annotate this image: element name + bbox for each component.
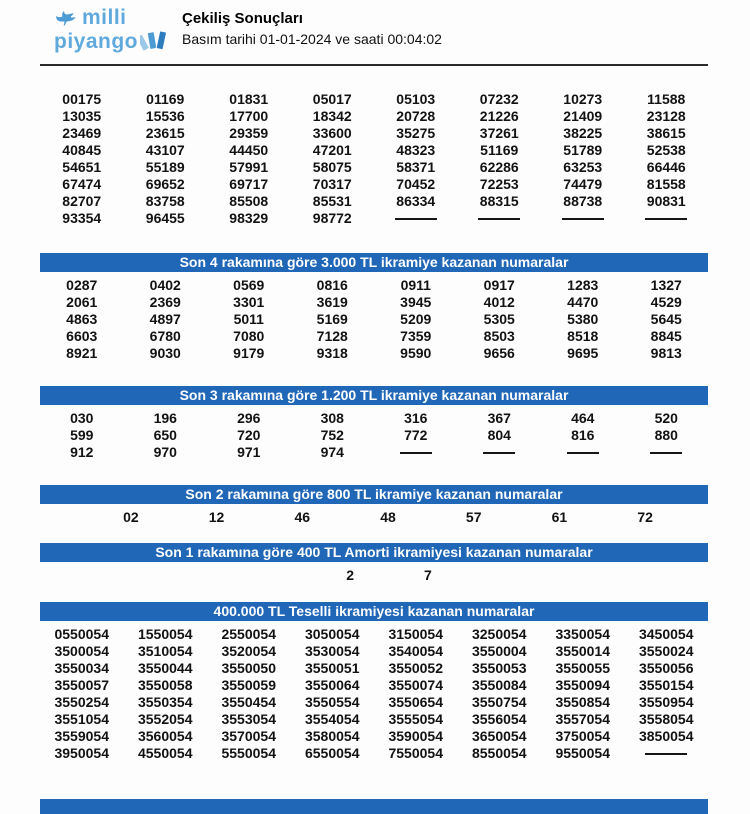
empty-dash — [541, 210, 625, 226]
winning-number: 3250054 — [471, 625, 527, 642]
number-row — [40, 659, 708, 676]
number-row — [40, 327, 708, 344]
winning-number: 00175 — [62, 90, 102, 107]
winning-number: 3550044 — [137, 659, 193, 676]
prize-section-son4 — [40, 253, 708, 361]
winning-number: 37261 — [479, 124, 519, 141]
winning-number: 971 — [237, 443, 261, 460]
section-header: Son 4 rakamına göre 3.000 TL ikramiye kazanan numaralar — [40, 253, 708, 272]
cutoff-next-section-bar — [40, 799, 708, 814]
dove-icon — [54, 8, 80, 35]
winning-number: 0569 — [233, 276, 265, 293]
winning-number: 15536 — [145, 107, 185, 124]
winning-number: 3550354 — [137, 693, 193, 710]
winning-number: 2550054 — [221, 625, 276, 642]
winning-number: 4529 — [650, 293, 682, 310]
winning-number: 07232 — [479, 90, 519, 107]
winning-number: 70317 — [312, 175, 352, 192]
winning-number: 61 — [551, 508, 568, 525]
winning-number: 3550052 — [388, 659, 443, 676]
winning-number: 970 — [153, 443, 177, 460]
winning-number: 3557054 — [555, 710, 610, 727]
winning-number: 05103 — [396, 90, 436, 107]
winning-number: 96455 — [145, 209, 185, 226]
winning-number: 72 — [637, 508, 653, 525]
winning-number: 3550154 — [638, 676, 694, 693]
logo-word-piyango: piyango — [54, 30, 139, 53]
winning-number: 3550094 — [555, 676, 610, 693]
number-row — [40, 344, 708, 361]
winning-number: 18342 — [312, 107, 352, 124]
number-row — [40, 141, 708, 158]
winning-number: 38615 — [646, 124, 686, 141]
winning-number: 48 — [380, 508, 396, 525]
winning-number: 7 — [424, 566, 432, 583]
winning-number: 20728 — [396, 107, 436, 124]
winning-number: 05017 — [312, 90, 352, 107]
number-row — [40, 508, 708, 525]
winning-number: 3550064 — [304, 676, 360, 693]
winning-number: 3555054 — [388, 710, 443, 727]
winning-number: 29359 — [229, 124, 269, 141]
milli-piyango-logo — [52, 8, 170, 62]
winning-number: 316 — [404, 409, 428, 426]
winning-number: 599 — [70, 426, 94, 443]
winning-number: 8845 — [650, 327, 682, 344]
winning-number: 3558054 — [638, 710, 694, 727]
winning-number: 3550059 — [221, 676, 276, 693]
winning-number: 3510054 — [137, 642, 193, 659]
winning-number: 752 — [320, 426, 344, 443]
winning-number: 5380 — [567, 310, 599, 327]
winning-number: 02 — [123, 508, 139, 525]
winning-number: 8921 — [66, 344, 98, 361]
winning-number: 66446 — [646, 158, 686, 175]
winning-number: 3580054 — [304, 727, 360, 744]
winning-number: 3550954 — [638, 693, 694, 710]
winning-number: 0816 — [316, 276, 348, 293]
winning-number: 21226 — [479, 107, 519, 124]
number-row — [40, 642, 708, 659]
prize-section-son1 — [40, 543, 708, 583]
winning-number: 01831 — [229, 90, 269, 107]
print-date-line: Basım tarihi 01-01-2024 ve saati 00:04:02 — [182, 31, 442, 47]
winning-number: 3554054 — [304, 710, 360, 727]
winning-number: 51789 — [563, 141, 603, 158]
number-row — [40, 276, 708, 293]
winning-number: 520 — [654, 409, 678, 426]
winning-number: 3619 — [316, 293, 348, 310]
winning-number: 367 — [487, 409, 511, 426]
winning-number: 70452 — [396, 175, 436, 192]
winning-number: 7359 — [400, 327, 432, 344]
winning-number: 3450054 — [638, 625, 694, 642]
winning-number: 69717 — [229, 175, 269, 192]
winning-number: 196 — [153, 409, 177, 426]
winning-number: 21409 — [563, 107, 603, 124]
empty-dash — [625, 444, 709, 460]
number-row — [40, 124, 708, 141]
winning-number: 804 — [487, 426, 511, 443]
winning-number: 3350054 — [555, 625, 610, 642]
winning-number: 3550024 — [638, 642, 694, 659]
winning-number: 6550054 — [304, 744, 360, 761]
winning-number: 63253 — [563, 158, 603, 175]
winning-number: 880 — [654, 426, 678, 443]
winning-number: 650 — [153, 426, 177, 443]
winning-number: 88315 — [479, 192, 519, 209]
winning-number: 55189 — [145, 158, 185, 175]
winning-number: 5011 — [233, 310, 264, 327]
winning-number: 3500054 — [54, 642, 109, 659]
winning-number: 17700 — [229, 107, 269, 124]
winning-number: 3650054 — [471, 727, 527, 744]
page-header — [52, 8, 442, 62]
winning-number: 0402 — [149, 276, 181, 293]
winning-number: 10273 — [563, 90, 603, 107]
winning-number: 3552054 — [137, 710, 193, 727]
winning-number: 3540054 — [388, 642, 443, 659]
winning-number: 464 — [571, 409, 595, 426]
winning-number: 5645 — [650, 310, 682, 327]
page-title: Çekiliş Sonuçları — [182, 10, 303, 27]
winning-number: 912 — [70, 443, 94, 460]
winning-number: 3520054 — [221, 642, 276, 659]
winning-number: 5169 — [316, 310, 348, 327]
winning-number: 54651 — [62, 158, 102, 175]
winning-number: 1327 — [650, 276, 682, 293]
winning-number: 69652 — [145, 175, 185, 192]
winning-number: 8550054 — [471, 744, 527, 761]
winning-number: 12 — [208, 508, 225, 525]
winning-number: 030 — [70, 409, 94, 426]
winning-number: 9179 — [233, 344, 265, 361]
winning-number: 3550754 — [471, 693, 527, 710]
empty-dash — [458, 444, 542, 460]
winning-number: 3550051 — [304, 659, 360, 676]
winning-number: 57991 — [229, 158, 269, 175]
winning-number: 0911 — [400, 276, 431, 293]
ticket-fan-icon — [140, 28, 168, 56]
prize-section-son2 — [40, 485, 708, 525]
number-row — [40, 158, 708, 175]
winning-number: 93354 — [62, 209, 102, 226]
winning-number: 3550854 — [555, 693, 610, 710]
winning-number: 2061 — [66, 293, 98, 310]
winning-number: 3550056 — [638, 659, 694, 676]
number-row — [40, 90, 708, 107]
winning-number: 85508 — [229, 192, 269, 209]
winning-number: 3301 — [233, 293, 265, 310]
winning-number: 58075 — [312, 158, 352, 175]
winning-number: 3530054 — [304, 642, 360, 659]
section-header: 400.000 TL Teselli ikramiyesi kazanan numaralar — [40, 602, 708, 621]
winning-number: 4863 — [66, 310, 98, 327]
winning-number: 816 — [571, 426, 595, 443]
winning-number: 0917 — [483, 276, 515, 293]
number-row — [40, 566, 708, 583]
number-row — [40, 426, 708, 443]
winning-number: 3550034 — [54, 659, 109, 676]
winning-number: 3750054 — [555, 727, 610, 744]
number-row — [40, 175, 708, 192]
winning-number: 9813 — [650, 344, 682, 361]
winning-number: 90831 — [646, 192, 686, 209]
winning-number: 3850054 — [638, 727, 694, 744]
winning-number: 3590054 — [388, 727, 443, 744]
winning-number: 86334 — [396, 192, 436, 209]
number-row — [40, 293, 708, 310]
winning-number: 3550084 — [471, 676, 527, 693]
number-row — [40, 310, 708, 327]
winning-number: 3550014 — [555, 642, 610, 659]
number-row — [40, 744, 708, 761]
winning-number: 3551054 — [54, 710, 109, 727]
winning-number: 98772 — [312, 209, 352, 226]
number-row — [40, 107, 708, 124]
winning-number: 3945 — [400, 293, 432, 310]
number-row — [40, 727, 708, 744]
winning-number: 62286 — [479, 158, 519, 175]
winning-number: 11588 — [647, 90, 686, 107]
winning-number: 13035 — [62, 107, 102, 124]
empty-dash — [374, 444, 458, 460]
winning-number: 9030 — [149, 344, 181, 361]
winning-number: 48323 — [396, 141, 436, 158]
winning-number: 7128 — [316, 327, 348, 344]
winning-number: 9656 — [483, 344, 515, 361]
winning-number: 3570054 — [221, 727, 276, 744]
winning-number: 23128 — [646, 107, 686, 124]
number-row — [40, 409, 708, 426]
winning-number: 3550004 — [471, 642, 527, 659]
winning-number: 8518 — [567, 327, 599, 344]
number-row — [40, 693, 708, 710]
empty-dash — [541, 444, 625, 460]
winning-number: 9550054 — [555, 744, 610, 761]
winning-number: 5305 — [483, 310, 515, 327]
winning-number: 38225 — [563, 124, 603, 141]
winning-number: 85531 — [312, 192, 352, 209]
winning-number: 6603 — [66, 327, 98, 344]
winning-number: 7550054 — [388, 744, 443, 761]
winning-number: 82707 — [62, 192, 102, 209]
winning-number: 4897 — [149, 310, 181, 327]
winning-number: 3550074 — [388, 676, 443, 693]
winning-number: 40845 — [62, 141, 102, 158]
winning-number: 3560054 — [137, 727, 193, 744]
winning-number: 3550654 — [388, 693, 443, 710]
winning-number: 01169 — [146, 90, 185, 107]
winning-number: 51169 — [480, 141, 519, 158]
winning-number: 52538 — [646, 141, 686, 158]
number-row — [40, 625, 708, 642]
winning-number: 4550054 — [137, 744, 193, 761]
winning-number: 67474 — [62, 175, 102, 192]
winning-number: 974 — [320, 443, 344, 460]
winning-number: 3559054 — [54, 727, 109, 744]
winning-number: 3550454 — [221, 693, 276, 710]
winning-number: 74479 — [563, 175, 603, 192]
results-table — [40, 84, 708, 761]
winning-number: 3550554 — [304, 693, 360, 710]
prize-section-son3 — [40, 386, 708, 460]
winning-number: 81558 — [646, 175, 686, 192]
winning-number: 0287 — [66, 276, 98, 293]
winning-number: 5209 — [400, 310, 432, 327]
logo-word-milli: milli — [82, 6, 127, 29]
winning-number: 7080 — [233, 327, 265, 344]
winning-number: 8503 — [483, 327, 515, 344]
number-row — [40, 209, 708, 226]
winning-number: 47201 — [312, 141, 352, 158]
winning-number: 720 — [237, 426, 261, 443]
winning-number: 3550057 — [54, 676, 109, 693]
winning-number: 5550054 — [221, 744, 276, 761]
winning-number: 6780 — [149, 327, 181, 344]
winning-number: 9590 — [400, 344, 432, 361]
winning-number: 3553054 — [221, 710, 276, 727]
winning-number: 3550254 — [54, 693, 109, 710]
winning-number: 4012 — [483, 293, 515, 310]
winning-number: 23469 — [62, 124, 102, 141]
winning-number: 44450 — [229, 141, 269, 158]
winning-number: 88738 — [563, 192, 603, 209]
report-heading — [182, 8, 442, 47]
winning-number: 3556054 — [471, 710, 527, 727]
winning-number: 1283 — [567, 276, 599, 293]
winning-number: 3550053 — [471, 659, 527, 676]
winning-number: 0550054 — [54, 625, 109, 642]
number-row — [40, 710, 708, 727]
section-header: Son 2 rakamına göre 800 TL ikramiye kazanan numaralar — [40, 485, 708, 504]
winning-number: 35275 — [396, 124, 436, 141]
prize-section-teselli — [40, 602, 708, 761]
prize-section-main — [40, 84, 708, 226]
winning-number: 308 — [320, 409, 344, 426]
winning-number: 3950054 — [54, 744, 109, 761]
winning-number: 1550054 — [137, 625, 193, 642]
header-divider — [40, 64, 708, 66]
winning-number: 46 — [294, 508, 311, 525]
empty-dash — [625, 745, 709, 761]
winning-number: 3550050 — [221, 659, 276, 676]
number-row — [40, 192, 708, 209]
winning-number: 58371 — [396, 158, 436, 175]
winning-number: 3050054 — [304, 625, 360, 642]
winning-number: 83758 — [145, 192, 185, 209]
winning-number: 43107 — [145, 141, 185, 158]
empty-dash — [625, 210, 709, 226]
winning-number: 98329 — [229, 209, 269, 226]
empty-dash — [458, 210, 542, 226]
winning-number: 3550058 — [137, 676, 193, 693]
number-row — [40, 676, 708, 693]
winning-number: 23615 — [145, 124, 185, 141]
winning-number: 3550055 — [555, 659, 610, 676]
winning-number: 2369 — [149, 293, 181, 310]
number-row — [40, 443, 708, 460]
winning-number: 9318 — [316, 344, 348, 361]
empty-dash — [374, 210, 458, 226]
winning-number: 57 — [465, 508, 482, 525]
winning-number: 3150054 — [388, 625, 443, 642]
winning-number: 72253 — [479, 175, 519, 192]
section-header: Son 1 rakamına göre 400 TL Amorti ikramiyesi kazanan numaralar — [40, 543, 708, 562]
winning-number: 296 — [237, 409, 261, 426]
winning-number: 9695 — [567, 344, 599, 361]
winning-number: 772 — [404, 426, 428, 443]
winning-number: 33600 — [312, 124, 352, 141]
section-header: Son 3 rakamına göre 1.200 TL ikramiye kazanan numaralar — [40, 386, 708, 405]
winning-number: 2 — [346, 566, 354, 583]
winning-number: 4470 — [567, 293, 599, 310]
